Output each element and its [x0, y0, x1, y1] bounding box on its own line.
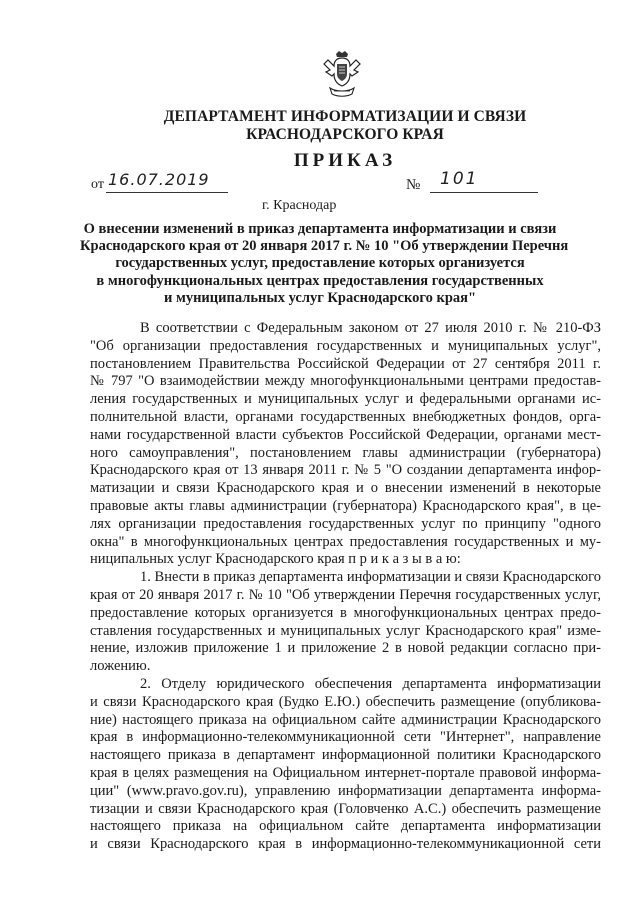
body-line: 1. Внести в приказ департамента информатизации и связи Краснодарского	[140, 569, 601, 586]
number-underline	[430, 192, 538, 193]
number-label: №	[406, 177, 421, 193]
body-line: В соответствии с Федеральным законом от 27 июля 2010 г. № 210-ФЗ	[140, 320, 601, 336]
body-line: ставления государственных и муниципальных услуг Краснодарского края" изме-	[90, 622, 601, 639]
body-line: и связи Краснодарского края в информационно-телекоммуникационной сети	[90, 836, 601, 853]
body-line: 2. Отделу юридического обеспечения департамента информатизации	[140, 675, 601, 692]
title-line: и муниципальных услуг Краснодарского края"	[163, 289, 477, 306]
body-line: ложению.	[90, 658, 151, 675]
document-type: ПРИКАЗ	[293, 150, 397, 171]
date-label: от	[91, 177, 104, 192]
body-line: полнительной власти, органами государственных внебюджетных фондов, орга-	[90, 408, 601, 425]
body-line: ции" (www.pravo.gov.ru), управлению информатизации департамента информа-	[90, 782, 601, 799]
body-line: предоставление которых организуется в многофункциональных центрах предо-	[90, 604, 601, 621]
body-line: № 797 "О взаимодействии между многофункциональными центрами предостав-	[90, 373, 601, 390]
number-value: 101	[440, 169, 479, 189]
city: г. Краснодар	[262, 198, 337, 213]
body-line: настоящего приказа на официальном сайте департамента информатизации	[90, 818, 601, 835]
body-line: нами государственной власти субъектов Российской Федерации, органами мест-	[90, 426, 601, 443]
title-line: О внесении изменений в приказ департамента информатизации и связи	[83, 221, 557, 237]
date-value: 16.07.2019	[108, 170, 210, 189]
body-line: края в целях размещения на Официальном интернет-портале правовой информа-	[90, 764, 601, 781]
body-line: ного самоуправления", постановлением главы администрации (губернатора)	[90, 444, 601, 461]
body-line: лях организации предоставления государственных услуг по принципу "одного	[90, 515, 601, 532]
department-name-line2: КРАСНОДАРСКОГО КРАЯ	[246, 126, 444, 143]
body-line: края от 20 января 2017 г. № 10 "Об утверждении Перечня государственных услуг,	[90, 586, 601, 603]
body-line: постановлением Правительства Российской Федерации от 27 сентября 2011 г.	[90, 355, 601, 372]
title-line: Краснодарского края от 20 января 2017 г. № 10 "Об утверждении Перечня	[80, 238, 569, 255]
body-line: тизации и связи Краснодарского края (Головченко А.С.) обеспечить размещение	[90, 800, 601, 817]
body-line: ления государственных и муниципальных услуг и федеральными органами ис-	[90, 391, 601, 408]
body-line: "Об организации предоставления государственных и муниципальных услуг",	[90, 337, 601, 354]
date-underline	[106, 192, 228, 193]
document-body	[90, 320, 601, 854]
body-line: Краснодарского края от 13 января 2011 г. № 5 "О создании департамента инфор-	[90, 462, 601, 479]
body-line: правовые акты главы администрации (губернатора) Краснодарского края", в це-	[90, 497, 601, 514]
body-line: настоящего приказа в департамент информационной политики Краснодарского	[90, 747, 601, 764]
body-line: края в информационно-телекоммуникационной сети "Интернет", направление	[90, 729, 601, 746]
title-line: в многофункциональных центрах предоставления государственных	[96, 272, 544, 289]
body-line: и связи Краснодарского края (Будко Е.Ю.) обеспечить размещение (опубликова-	[90, 693, 601, 710]
department-name-line1: ДЕПАРТАМЕНТ ИНФОРМАТИЗАЦИИ И СВЯЗИ	[163, 108, 527, 125]
body-line: ниципальных услуг Краснодарского края п р и к а з ы в а ю:	[90, 551, 461, 568]
coat-of-arms-icon	[322, 50, 362, 98]
document-title	[80, 221, 569, 307]
body-line: нение, изложив приложение 1 и приложение 2 в новой редакции согласно при-	[90, 640, 601, 657]
body-line: ние) настоящего приказа на официальном сайте администрации Краснодарского	[90, 711, 601, 728]
body-line: матизации и связи Краснодарского края и о внесении изменений в некоторые	[90, 480, 601, 497]
body-line: окна" в многофункциональных центрах предоставления государственных и му-	[90, 533, 601, 550]
title-line: государственных услуг, предоставление которых организуется	[115, 255, 525, 272]
